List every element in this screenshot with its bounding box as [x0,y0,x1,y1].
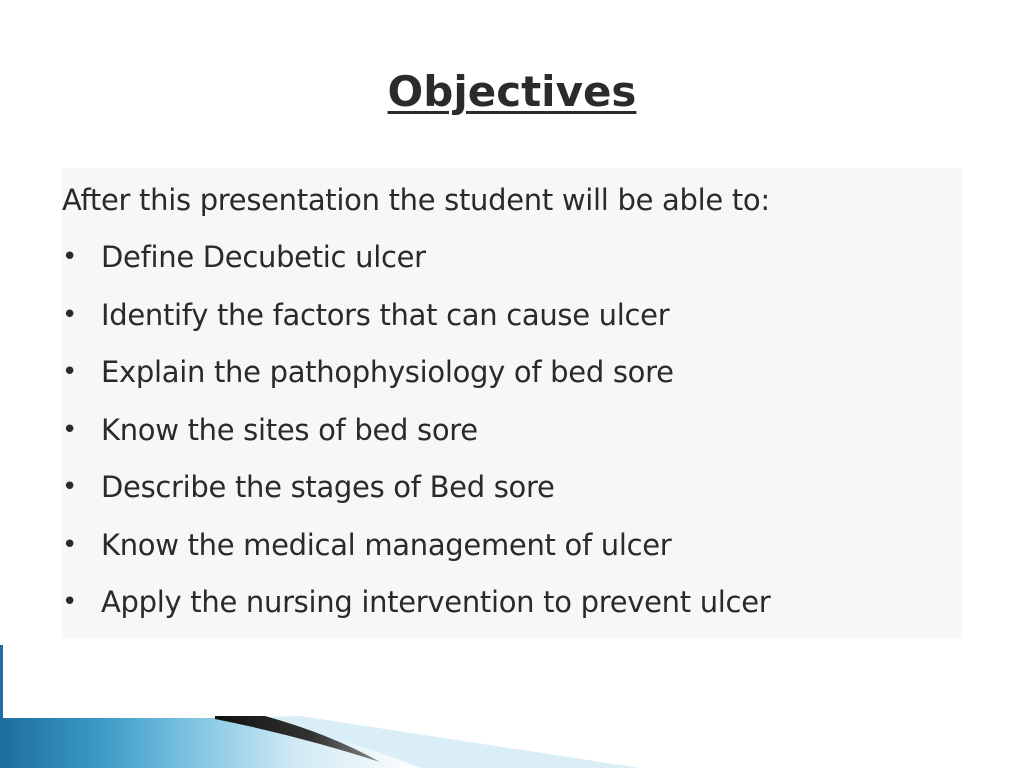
list-item [62,402,962,460]
left-accent-bar [0,645,3,720]
bullet-icon: • [62,357,78,387]
objectives-body [62,168,962,638]
bullet-icon: • [62,472,78,502]
bullet-icon: • [62,529,78,560]
list-item [62,459,962,517]
list-item-text: Know the sites of bed sore [101,412,478,447]
list-item [62,229,962,287]
list-item [62,517,962,575]
bullet-icon: • [62,414,78,445]
list-item [62,344,962,402]
list-item-text: Define Decubetic ulcer [101,240,426,274]
list-item-text: Identify the factors that can cause ulcer [101,297,670,332]
slide-title [0,62,1024,122]
list-item-text: Describe the stages of Bed sore [101,470,555,504]
list-item [62,287,962,345]
intro-text: After this presentation the student will be able to: [62,183,770,217]
list-item-text: Apply the nursing intervention to prevent ulcer [101,585,771,619]
slide-title-text: Objectives [387,67,637,116]
bullet-icon: • [62,299,78,330]
list-item-text: Know the medical management of ulcer [101,527,672,562]
bullet-icon: • [62,587,78,617]
objectives-list [62,229,962,632]
list-item [62,574,962,632]
bullet-icon: • [62,242,78,272]
list-item-text: Explain the pathophysiology of bed sore [101,355,674,389]
footer-swoosh-decoration [0,712,1024,768]
